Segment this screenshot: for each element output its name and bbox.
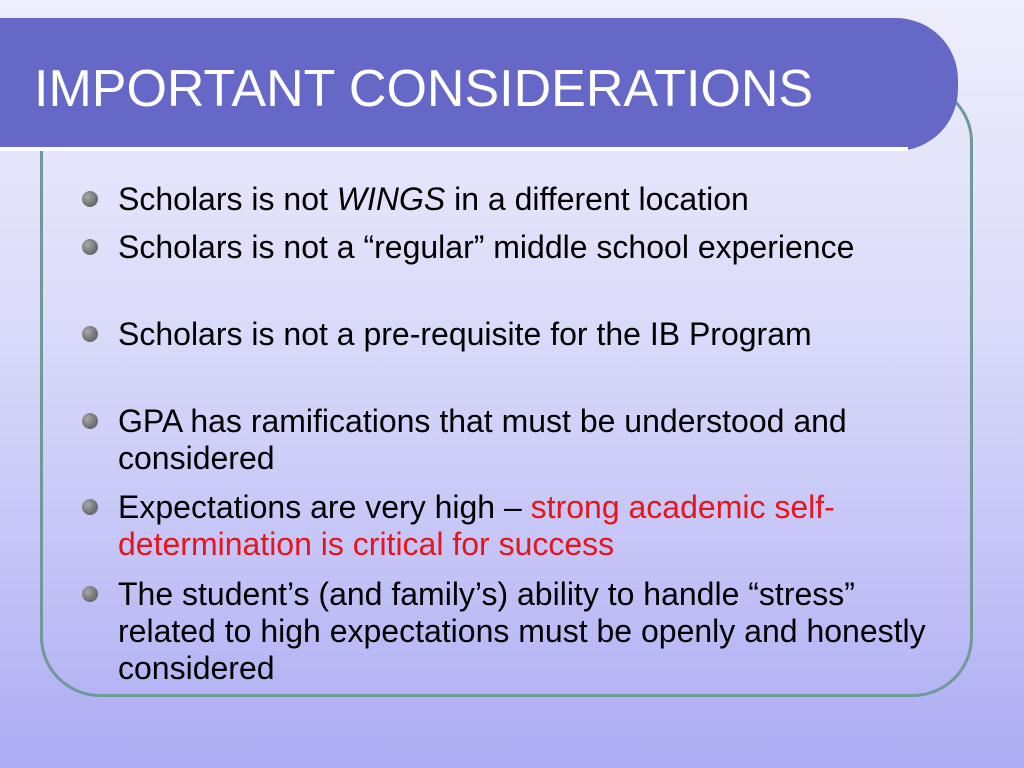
bullet-dot-icon (82, 499, 98, 515)
bullet-emphasis: WINGS (336, 181, 446, 217)
bullet-item-prerequisite (118, 316, 938, 353)
bullet-dot-icon (82, 239, 98, 255)
bullet-text: The student’s (and family’s) ability to handle “stress” related to high expectations must be openly and honestly considered (118, 576, 926, 686)
bullet-text: Expectations are very high – (118, 489, 531, 525)
bullet-dot-icon (82, 191, 98, 207)
bullet-text: GPA has ramifications that must be understood and considered (118, 403, 847, 476)
bullet-text: in a different location (445, 181, 749, 217)
bullet-item-wings (118, 181, 938, 218)
bullet-text: Scholars is not (118, 181, 337, 217)
bullet-dot-icon (82, 413, 98, 429)
bullet-item-regular (118, 229, 938, 266)
bullet-text: Scholars is not a pre-requisite for the IB Program (118, 316, 812, 352)
bullet-item-stress (118, 576, 938, 687)
bullet-dot-icon (82, 586, 98, 602)
slide-title: IMPORTANT CONSIDERATIONS (34, 60, 814, 118)
bullet-dot-icon (82, 326, 98, 342)
bullet-highlight-text: strong academic self-determination is critical for success (118, 489, 835, 562)
bullet-item-expectations (118, 489, 938, 563)
bullet-item-gpa (118, 403, 938, 477)
bullet-text: Scholars is not a “regular” middle school experience (118, 229, 855, 265)
